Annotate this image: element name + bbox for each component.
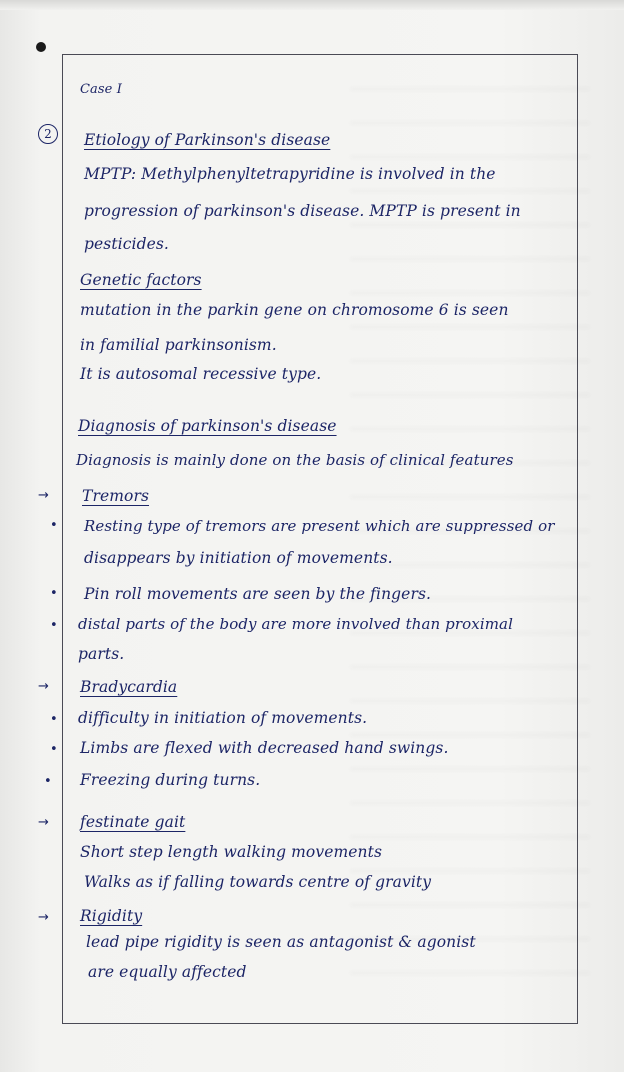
note-line: mutation in the parkin gene on chromosome 6 is seen [80, 301, 509, 319]
heading-festinate-gait: festinate gait [80, 813, 186, 831]
note-line: parts. [78, 645, 125, 663]
note-line: are equally affected [88, 963, 247, 981]
arrow-marker: → [38, 815, 49, 830]
note-line: MPTP: Methylphenyltetrapyridine is involved in the [84, 165, 496, 183]
question-number-circle [38, 124, 58, 144]
note-line: Resting type of tremors are present which are suppressed or [84, 517, 555, 535]
note-line: Walks as if falling towards centre of gravity [84, 873, 432, 891]
note-line: in familial parkinsonism. [80, 336, 277, 354]
heading-rigidity: Rigidity [80, 907, 143, 925]
question-number: 2 [44, 127, 52, 141]
bullet-marker: • [44, 774, 52, 789]
note-line: pesticides. [84, 235, 169, 253]
heading-diagnosis: Diagnosis of parkinson's disease [78, 417, 337, 435]
punch-hole [36, 42, 46, 52]
note-line: Pin roll movements are seen by the fingers. [84, 585, 432, 603]
note-line: disappears by initiation of movements. [84, 549, 393, 567]
heading-bradycardia: Bradycardia [80, 678, 178, 696]
note-line: progression of parkinson's disease. MPTP is present in [84, 202, 521, 220]
heading-genetic-factors: Genetic factors [80, 271, 202, 289]
bullet-marker: • [50, 712, 58, 727]
note-line: It is autosomal recessive type. [80, 365, 322, 383]
case-title: Case I [80, 82, 122, 97]
note-line: Short step length walking movements [80, 843, 383, 861]
bullet-marker: • [50, 618, 58, 633]
heading-tremors: Tremors [82, 487, 150, 505]
arrow-marker: → [38, 488, 49, 503]
note-line: difficulty in initiation of movements. [78, 709, 368, 727]
note-line: Limbs are flexed with decreased hand swings. [80, 739, 449, 757]
note-line: Freezing during turns. [80, 771, 261, 789]
arrow-marker: → [38, 910, 49, 925]
note-line: distal parts of the body are more involved than proximal [78, 615, 513, 633]
page-edge-shadow [0, 0, 624, 10]
heading-etiology: Etiology of Parkinson's disease [84, 131, 331, 149]
note-line: lead pipe rigidity is seen as antagonist & agonist [86, 933, 476, 951]
bullet-marker: • [50, 586, 58, 601]
bullet-marker: • [50, 518, 58, 533]
bullet-marker: • [50, 742, 58, 757]
note-line: Diagnosis is mainly done on the basis of clinical features [76, 451, 514, 469]
arrow-marker: → [38, 679, 49, 694]
